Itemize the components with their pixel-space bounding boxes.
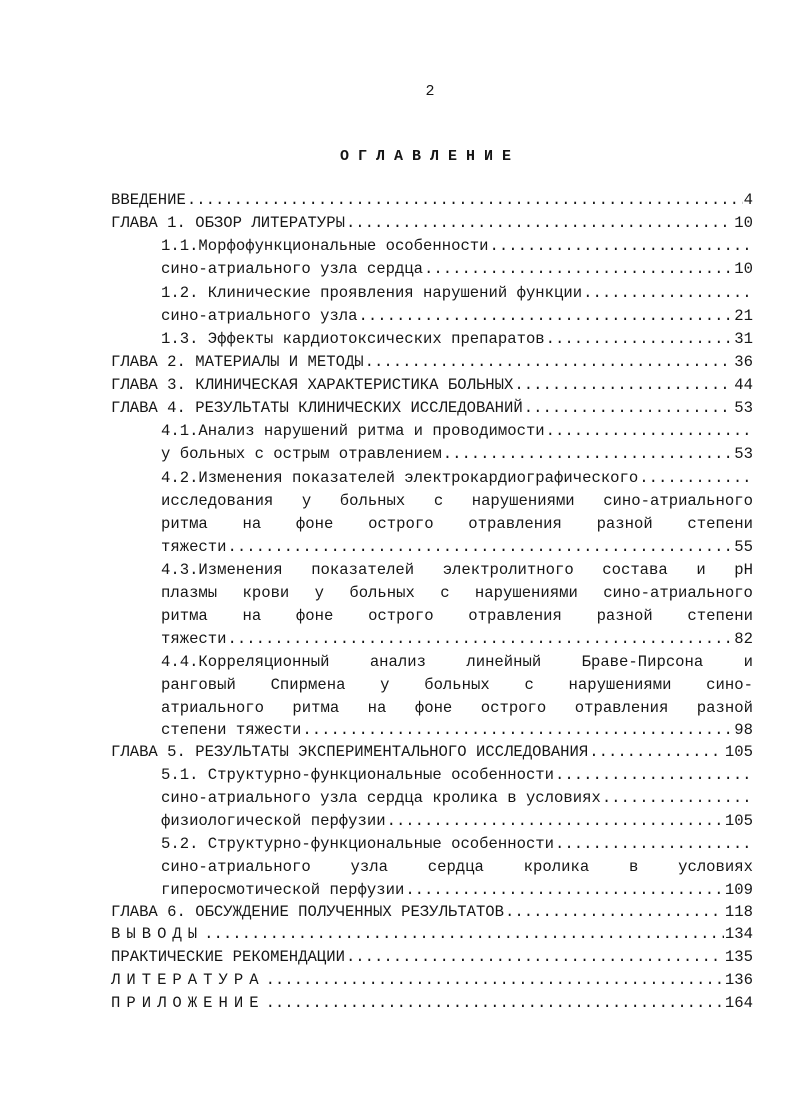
toc-entry-page: 82 (734, 630, 753, 648)
word: узла (350, 858, 388, 876)
word: степени (687, 607, 753, 625)
dot-leader (266, 993, 724, 1013)
page-number: 2 (425, 83, 435, 100)
toc-entry (161, 788, 753, 808)
dot-leader (266, 970, 724, 990)
word: рН (734, 561, 753, 579)
word: кролика (523, 858, 590, 876)
toc-entry-text: 5.1. Структурно-функциональные особенности (161, 766, 555, 784)
toc-entry-text: 4.2.Изменения показателей электрокардиографического (161, 469, 639, 487)
toc-title: ОГЛАВЛЕНИЕ (339, 148, 520, 165)
word: больных (424, 676, 490, 694)
word: электролитного (442, 561, 574, 579)
word: ранговый (161, 676, 236, 694)
word: на (367, 699, 387, 717)
toc-entry-text: ГЛАВА 2. МАТЕРИАЛЫ И МЕТОДЫ (111, 353, 364, 371)
word: исследования (161, 492, 274, 510)
toc-entry (161, 421, 753, 441)
dot-leader (228, 629, 734, 649)
toc-entry-text: ГЛАВА 6. ОБСУЖДЕНИЕ ПОЛУЧЕННЫХ РЕЗУЛЬТАТОВ (111, 903, 505, 921)
toc-entry-text: тяжести (161, 538, 227, 556)
toc-entry (161, 329, 753, 349)
toc-entry (161, 283, 753, 303)
toc-entry (161, 583, 753, 603)
toc-entry-text: степени тяжести (161, 721, 302, 739)
word: ритма (161, 607, 208, 625)
dot-leader (443, 444, 734, 464)
word: состава (602, 561, 668, 579)
word: у (314, 584, 324, 602)
dot-leader (387, 811, 724, 831)
toc-entry-text: 1.1.Морфофункциональные особенности (161, 237, 489, 255)
dot-leader (514, 375, 733, 395)
word: с (440, 584, 450, 602)
dot-leader (546, 329, 734, 349)
word: атриального (161, 699, 264, 717)
toc-entry (161, 834, 753, 854)
word: сино-атриального (603, 492, 753, 510)
word: больных (349, 584, 415, 602)
dot-leader (555, 834, 752, 854)
toc-entry (161, 675, 753, 695)
toc-entry (111, 947, 753, 967)
toc-entry (111, 190, 753, 210)
word: Браве-Пирсона (581, 653, 704, 671)
toc-entry-page: 36 (734, 353, 753, 371)
dot-leader (639, 468, 752, 488)
toc-entry-page: 31 (734, 330, 753, 348)
toc-entry (161, 629, 753, 649)
word: острого (368, 515, 434, 533)
toc-entry-text: 1.2. Клинические проявления нарушений функции (161, 284, 583, 302)
word: нарушениями (568, 676, 672, 694)
toc-entry-page: 109 (724, 881, 753, 899)
toc-entry-text: гиперосмотической перфузии (161, 881, 405, 899)
toc-entry-text: 4.1.Анализ нарушений ритма и проводимости (161, 422, 545, 440)
word: отравления (468, 515, 562, 533)
dot-leader (602, 788, 752, 808)
dot-leader (555, 765, 752, 785)
toc-entry (111, 742, 753, 762)
word: нарушениями (474, 584, 578, 602)
toc-entry (161, 444, 753, 464)
toc-entry-page: 10 (734, 260, 753, 278)
word: сино-атриального (603, 584, 753, 602)
dot-leader (490, 236, 752, 256)
toc-entry-page: 10 (734, 214, 753, 232)
word: 4.3.Изменения (161, 561, 283, 579)
word: с (433, 492, 444, 510)
toc-entry-page: 164 (724, 994, 753, 1012)
toc-entry-page: 21 (734, 307, 753, 325)
word: крови (242, 584, 290, 602)
toc-entry-text: ГЛАВА 3. КЛИНИЧЕСКАЯ ХАРАКТЕРИСТИКА БОЛЬНЫХ (111, 376, 514, 394)
word: 4.4.Корреляционный (161, 653, 330, 671)
toc-entry-text: 5.2. Структурно-функциональные особенности (161, 835, 555, 853)
word: разной (596, 515, 653, 533)
toc-entry-text: сино-атриального узла (161, 307, 358, 325)
toc-entry-page: 53 (734, 445, 753, 463)
toc-entry-text: сино-атриального узла сердца кролика в условиях (161, 789, 601, 807)
toc-entry-page: 53 (734, 399, 753, 417)
toc-entry (161, 765, 753, 785)
dot-leader (505, 902, 724, 922)
toc-entry (161, 236, 753, 256)
dot-leader (228, 537, 734, 557)
word: с (524, 676, 534, 694)
dot-leader (424, 259, 733, 279)
word: в (628, 858, 639, 876)
word: анализ (369, 653, 426, 671)
toc-entry (161, 306, 753, 326)
toc-entry-page: 135 (724, 948, 753, 966)
toc-entry (111, 970, 753, 990)
word: плазмы (161, 584, 218, 602)
word: сино-атриального (161, 858, 311, 876)
toc-entry-page: 136 (724, 971, 753, 989)
toc-entry-text: тяжести (161, 630, 227, 648)
toc-entry (161, 491, 753, 511)
toc-entry-page: 98 (734, 721, 753, 739)
word: линейный (466, 653, 542, 671)
word: разной (696, 699, 753, 717)
toc-entry (111, 993, 753, 1013)
dot-leader (346, 213, 733, 233)
word: разной (596, 607, 653, 625)
toc-entry (111, 352, 753, 372)
toc-entry (161, 259, 753, 279)
word: у (380, 676, 390, 694)
toc-entry-text: ВЫВОДЫ (111, 925, 204, 943)
toc-entry-text: 1.3. Эффекты кардиотоксических препаратов (161, 330, 545, 348)
toc-entry (161, 811, 753, 831)
dot-leader (546, 421, 752, 441)
dot-leader (346, 947, 724, 967)
dot-leader (405, 880, 724, 900)
toc-entry (161, 652, 753, 672)
word: фоне (295, 607, 334, 625)
toc-entry-text: ЛИТЕРАТУРА (111, 971, 265, 989)
toc-entry-page: 4 (743, 191, 753, 209)
toc-entry (111, 924, 753, 944)
word: условиях (678, 858, 753, 876)
word: сердца (427, 858, 484, 876)
dot-leader (302, 720, 733, 740)
toc-entry-text: ГЛАВА 1. ОБЗОР ЛИТЕРАТУРЫ (111, 214, 345, 232)
word: ритма (292, 699, 340, 717)
toc-entry (161, 720, 753, 740)
toc-entry (111, 902, 753, 922)
toc-entry-text: ПРАКТИЧЕСКИЕ РЕКОМЕНДАЦИИ (111, 948, 345, 966)
toc-entry-text: ГЛАВА 5. РЕЗУЛЬТАТЫ ЭКСПЕРИМЕНТАЛЬНОГО ИССЛЕДОВАНИЯ (111, 743, 589, 761)
word: степени (687, 515, 753, 533)
dot-leader (365, 352, 734, 372)
toc-entry-text: ПРИЛОЖЕНИЕ (111, 994, 265, 1012)
word: у (301, 492, 312, 510)
toc-entry (111, 398, 753, 418)
word: ритма (161, 515, 208, 533)
toc-entry (161, 514, 753, 534)
toc-entry-page: 44 (734, 376, 753, 394)
toc-entry-page: 134 (724, 925, 753, 943)
dot-leader (187, 190, 743, 210)
toc-entry-text: у больных с острым отравлением (161, 445, 442, 463)
toc-entry-text: ВВЕДЕНИЕ (111, 191, 186, 209)
toc-entry-text: сино-атриального узла сердца (161, 260, 424, 278)
word: Спирмена (270, 676, 346, 694)
word: и (696, 561, 706, 579)
toc-entry (111, 375, 753, 395)
toc-entry (111, 213, 753, 233)
toc-entry (161, 857, 753, 877)
word: показателей (311, 561, 415, 579)
toc-entry-page: 118 (724, 903, 753, 921)
word: на (242, 515, 262, 533)
toc-entry (161, 468, 753, 488)
toc-entry-page: 105 (724, 812, 753, 830)
toc-entry (161, 560, 753, 580)
dot-leader (204, 924, 724, 944)
word: больных (339, 492, 406, 510)
dot-leader (359, 306, 734, 326)
dot-leader (524, 398, 734, 418)
toc-entry (161, 698, 753, 718)
toc-entry-text: физиологической перфузии (161, 812, 386, 830)
toc-entry-page: 55 (734, 538, 753, 556)
word: и (743, 653, 753, 671)
word: отравления (574, 699, 669, 717)
word: острого (368, 607, 434, 625)
toc-entry-text: ГЛАВА 4. РЕЗУЛЬТАТЫ КЛИНИЧЕСКИХ ИССЛЕДОВАНИЙ (111, 399, 523, 417)
dot-leader (583, 283, 752, 303)
word: сино- (706, 676, 753, 694)
word: на (242, 607, 262, 625)
word: отравления (468, 607, 562, 625)
toc-entry (161, 537, 753, 557)
toc-entry (161, 880, 753, 900)
word: острого (480, 699, 547, 717)
word: фоне (295, 515, 334, 533)
word: фоне (414, 699, 453, 717)
toc-entry-page: 105 (724, 743, 753, 761)
word: нарушениями (471, 492, 575, 510)
dot-leader (589, 742, 724, 762)
toc-entry (161, 606, 753, 626)
